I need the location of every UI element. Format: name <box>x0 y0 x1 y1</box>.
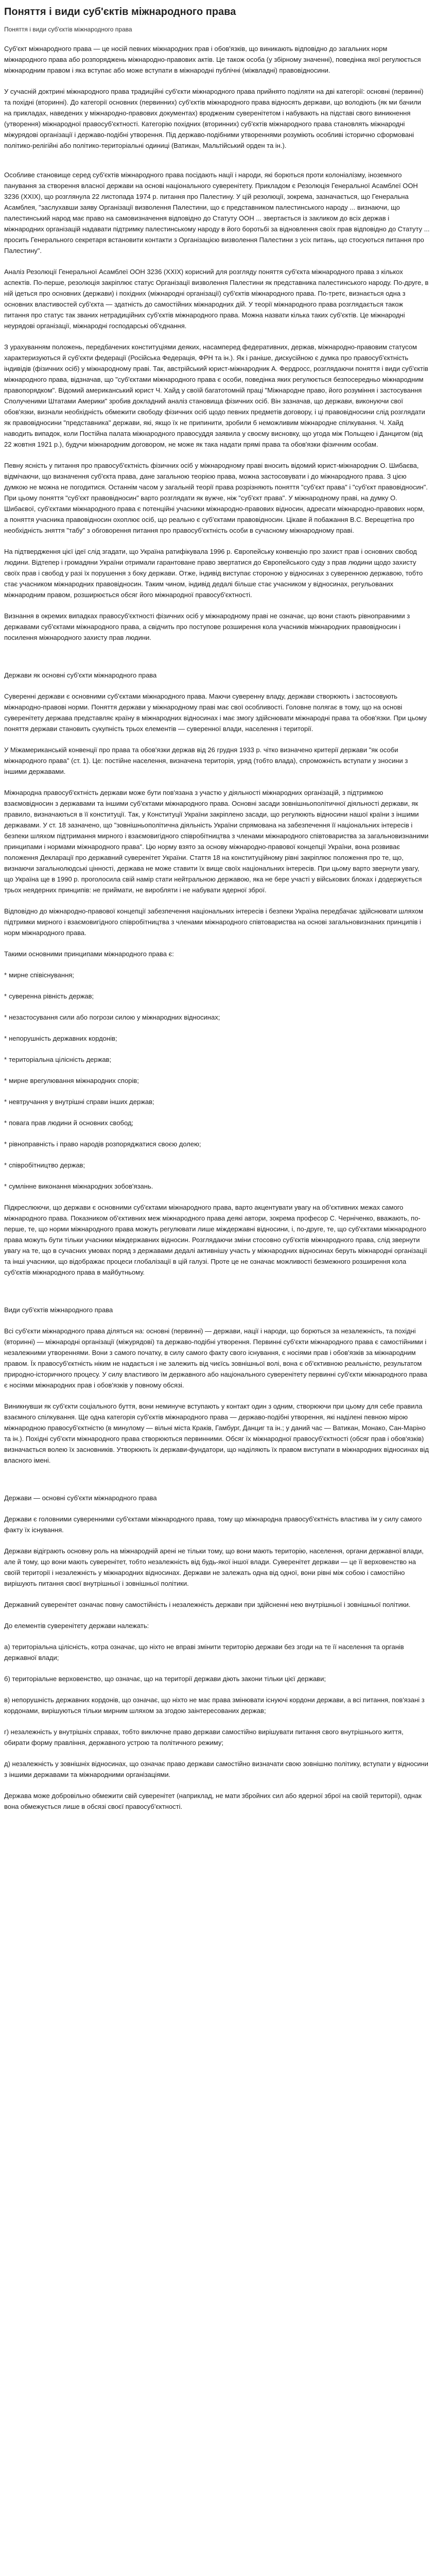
intro-section <box>4 43 430 643</box>
page-subtitle: Поняття і види суб'єктів міжнародного права <box>4 26 132 33</box>
states-after-list-paragraph: Підкреслюючи, що держави є основними суб'єктами міжнародного права, варто акцентувати увагу на об'єктивних межах самого міжнародного права. Показником об'єктивних меж міжнародного права деякі автори, зокрема професор С. Черніченко, вважають, по-перше, те, що норми міжнародного права можуть регулювати лише міждержавні відносини, і, по-друге, те, що суб'єктами міжнародного права можуть бути тільки учасники міждержавних відносин. Розглядаючи зміни стосовно суб'єктів міжнародного права, слід звернути увагу на те, що в сучасних умовах поряд з державами дедалі активнішу участь у міжнародних відносинах беруть міжнародні організації та інші учасники, що відображає процеси глобалізації в цій галузі. Проте це не означає можливості безмежного розширення кола суб'єктів міжнародного права в майбутньому. <box>4 1204 427 1276</box>
bullet-marker: * <box>4 992 7 1000</box>
principle-text: мирне врегулювання міжнародних спорів; <box>9 1077 139 1084</box>
principle-text: сумлінне виконання міжнародних зобов'язань. <box>9 1182 153 1190</box>
principles-list-intro: Такими основними принципами міжнародного права є: <box>4 950 174 958</box>
bullet-marker: * <box>4 971 7 979</box>
principle-text: незастосування сили або погрози силою у міжнародних відносинах; <box>9 1013 220 1021</box>
list-item: в) непорушність державних кордонів, що означає, що ніхто не має права змінювати існуючі кордони держави, а всі питання, пов'язані з кордонами, вирішуються тільки мирним шляхом за згодою заінтересованих держав; <box>4 1696 425 1715</box>
states-main-subjects-section <box>4 1493 430 1812</box>
list-item: а) територіальна цілісність, котра означає, що ніхто не вправі змінити територію держави без згоди на те її населення та органів державної влади; <box>4 1643 404 1662</box>
section-heading-states-as-main: Держави як основні суб'єкти міжнародного права <box>4 671 157 679</box>
bullet-marker: * <box>4 1056 7 1063</box>
kinds-paragraph-2: Виникнувши як суб'єкти соціального буття, вони неминуче вступають у контакт один з одним, створюючи при цьому для себе правила взаємного спілкування. Ще одна категорія суб'єктів міжнародного права — державо-подібні утворення, які наділені певною мірою міжнародною правосуб'єктністю (в минулому — вільні міста Краків, Гамбург, Данциг та ін.; у даний час — Ватикан, Монако, Сан-Маріно та ін.). Похідні суб'єкти міжнародного права створюються первинними. Обсяг їх міжнародної правосуб'єктності (обсяг прав і обов'язків) визначається волею їх засновників. Утворюють їх держави-фундатори, що наділяють їх правом виступати в міжнародних відносинах від власного імені. <box>4 1402 429 1464</box>
list-item <box>4 1054 430 1065</box>
bullet-marker: * <box>4 1077 7 1084</box>
principle-text: мирне співіснування; <box>9 971 74 979</box>
bullet-marker: * <box>4 1119 7 1127</box>
bullet-marker: * <box>4 1161 7 1169</box>
states-paragraph-3: Міжнародна правосуб'єктність держави може бути пов'язана з участю у діяльності міжнародних організацій, з підтримкою взаємовідносин з державами та іншими суб'єктами міжнародного права. Основні засади зовнішньополітичної діяльності держави, як правило, визначаються в її конституції. Так, у Конституції України закріплено засади, що регулюють відносини нашої країни з іншими державами. У ст. 18 зазначено, що "зовнішньополітична діяльність України спрямована на забезпечення її національних інтересів і безпеки шляхом підтримання мирного і взаємовигідного співробітництва з членами міжнародного співтовариства за загальновизнаними принципами і нормами міжнародного права". Цю норму взято за основу міжнародно-правової концепції України, вона розвиває положення Декларації про державний суверенітет України. Стаття 18 на конституційному рівні закріплює положення про те, що, визнаючи загальнолюдські цінності, держава не може ставити їх вище своїх національних інтересів. При цьому варто звернути увагу, що Україна ще в 1990 р. проголосила свій намір стати нейтральною державою, яка не бере участі у військових блоках і додержується трьох неядерних принципів: не приймати, не виробляти і не набувати ядерної зброї. <box>4 789 429 894</box>
list-item <box>4 1075 430 1086</box>
list-item: г) незалежність у внутрішніх справах, тобто виключне право держави самостійно вирішувати питання свого внутрішнього життя, обирати форму правління, державного устрою та політичного режиму; <box>4 1728 404 1747</box>
list-item <box>4 1117 430 1128</box>
principles-list <box>4 970 430 1192</box>
intro-paragraph-6: Певну ясність у питання про правосуб'єктність фізичних осіб у міжнародному праві вносить відомий юрист-міжнародник О. Шибаєва, відмічаючи, що визначення суб'єкта права, дане загальною теорією права, можна застосовувати і до міжнародного права. З цією думкою не можна не погодитися. Останнім часом у загальній теорії права розрізняють поняття "суб'єкт права" і "суб'єкт правовідносин". При цьому поняття "суб'єкт правовідносин" варто розглядати як вужче, ніж "суб'єкт права". У міжнародному праві, на думку О. Шибаєвої, суб'єктами міжнародного права є потенційні учасники міжнародно-правових відносин, адресати міжнародно-правових норм, а поняття учасника правовідносин охоплює осіб, що реально є суб'єктами правовідносин. Цікаве й побажання В.С. Верещетіна про необхідність зняття "табу" з обговорення питання про правосуб'єктність особи в сучасному міжнародному праві. <box>4 462 428 534</box>
bullet-marker: * <box>4 1013 7 1021</box>
principle-text: непорушність державних кордонів; <box>9 1035 117 1042</box>
kinds-paragraph-1: Всі суб'єкти міжнародного права діляться на: основні (первинні) — держави, нації і народи, що борються за незалежність, та похідні (вторинні) — міжнародні організації (міжурядові) та державо-подібні утворення. Первинні суб'єкти міжнародного права є самостійними і незалежними утвореннями. Вони з самого початку, в силу самого факту свого існування, є носіями прав і обов'язків за міжнародним правом. Їх правосуб'єктність ніким не надається і не залежить від чиєїсь зовнішньої волі, вона є об'єктивною реальністю, результатом природно-історичного процесу. У силу властивого їм державного або національного суверенітету первинні суб'єкти міжнародного права є носіями міжнародних прав і обов'язків у повному обсязі. <box>4 1327 427 1389</box>
intro-paragraph-1: Суб'єкт міжнародного права — це носій певних міжнародних прав і обов'язків, що виникають відповідно до загальних норм міжнародного права або розпоряджень міжнародно-правових актів. Це також особа (у збірному значенні), поведінка якої регулюється міжнародним правом і яка вступає або може вступати в міжнародні публічні (міжвладні) правовідносини. <box>4 45 421 74</box>
list-item <box>4 1033 430 1044</box>
principle-text: територіальна цілісність держав; <box>9 1056 112 1063</box>
page-title: Поняття і види суб'єктів міжнародного права <box>4 6 236 18</box>
section-heading-kinds: Види суб'єктів міжнародного права <box>4 1306 113 1314</box>
intro-paragraph-2: У сучасній доктрині міжнародного права традиційні суб'єкти міжнародного права прийнято поділяти на дві категорії: основні (первинні) та похідні (вторинні). До категорії основних (первинних) суб'єктів міжнародного права відносять держави, що володіють (як ми бачили на прикладах, наведених у міжнародно-правових документах) вродженим суверенітетом і набувають на підставі свого виникнення (утворення) міжнародної правосуб'єктності. Категорію похідних (вторинних) суб'єктів міжнародного права становлять міжнародні міжурядові організації і державо-подібні утворення. Під державо-подібними утвореннями розуміють особливі історично сформовані політико-релігійні або політико-територіальні одиниці (Ватикан, Мальтійський орден та ін.). <box>4 88 424 149</box>
principle-text: рівноправність і право народів розпоряджатися своєю долею; <box>9 1140 201 1148</box>
bullet-marker: * <box>4 1140 7 1148</box>
intro-paragraph-5: З урахуванням положень, передбачених конституціями деяких, насамперед федеративних, держав, міжнародно-правовим статусом характеризуються й суб'єкти федерації (Російська Федерація, ФРН та ін.). Як і раніше, дискусійною є думка про правосуб'єктність індивідів (фізичних осіб) у міжнародному праві. Так, австрійський юрист-міжнародник А. Фердросс, розглядаючи поняття і види суб'єктів міжнародного права, відзначав, що "суб'єктами міжнародного права є особи, поведінка яких регулюється безпосередньо міжнародним правопорядком". Відомий американський юрист Ч. Хайд у своїй багатотомній праці "Міжнародне право, його розуміння і застосування Сполученими Штатами Америки" зробив докладний аналіз становища фізичних осіб. Він зазначав, що держави, виконуючи свої обов'язки, визнали необхідність обмежити свободу фізичних осіб щодо певних предметів договору, і ці правовідносини слід розглядати як правовідносини "представника" держави, які, якщо їх не припинити, зробили б неможливим міжнародне спілкування. Ч. Хайд наводить випадок, коли Постійна палата міжнародного правосуддя заявила у своєму висновку, що угода між Польщею і Данцигом (від 22 жовтня 1921 р.), будучи міжнародним договором, не може як така надати прямі права та обов'язки фізичним особам. <box>4 343 428 448</box>
bullet-marker: * <box>4 1098 7 1106</box>
sovereignty-elements-list <box>4 1641 430 1780</box>
list-item: б) територіальне верховенство, що означає, що на території держави діють закони тільки цієї держави; <box>4 1675 326 1683</box>
closing-paragraph: Держава може добровільно обмежити свій суверенітет (наприклад, не мати збройних сил або ядерної зброї на своїй території), однак вона обмежується лише в обсязі своєї правосуб'єктності. <box>4 1792 422 1810</box>
list-item <box>4 1160 430 1171</box>
principle-text: співробітництво держав; <box>9 1161 85 1169</box>
bullet-marker: * <box>4 1035 7 1042</box>
states-paragraph-2: У Міжамериканській конвенції про права та обов'язки держав від 26 грудня 1933 р. чітко визначено критерії держави "як особи міжнародного права" (ст. 1). Це: постійне населення, визначена територія, уряд (тобто влада), спроможність вступати у зносини з іншими державами. <box>4 746 408 775</box>
list-item <box>4 970 430 980</box>
section-heading-states-main-subjects: Держави — основні суб'єкти міжнародного права <box>4 1494 157 1502</box>
intro-paragraph-8: Визнання в окремих випадках правосуб'єктності фізичних осіб у міжнародному праві не означає, що вони стають рівноправними з державами суб'єктами міжнародного права, а свідчить про поступове розширення кола учасників міжнародних правовідносин і посилення міжнародного захисту прав людини. <box>4 612 410 641</box>
list-item <box>4 1012 430 1023</box>
states-main-paragraph-2: Держави відіграють основну роль на міжнародній арені не тільки тому, що вони мають територію, населення, органи державної влади, але й тому, що вони мають суверенітет, тобто незалежність від будь-якої іншої влади. Суверенітет держави — це її верховенство на своїй території і незалежність у міжнародних відносинах. Держави не залежать одна від одної, вони рівні між собою і самостійно вирішують питання своєї внутрішньої і зовнішньої політики. <box>4 1547 424 1587</box>
states-main-paragraph-1: Держави є головними суверенними суб'єктами міжнародного права, тому що міжнародна правосуб'єктність властива їм у силу самого факту їх існування. <box>4 1515 422 1534</box>
intro-paragraph-4: Аналіз Резолюції Генеральної Асамблеї ООН 3236 (XXIX) корисний для розгляду поняття суб'єкта міжнародного права з кількох аспектів. По-перше, резолюція закріплює статус Організації визволення Палестини як представника палестинського народу. По-друге, в ній ідеться про основних (держави) і похідних (міжнародні організації) суб'єктів міжнародного права. По-третє, визнається одна з основних властивостей суб'єкта — здатність до самостійних міжнародних дій. У теорії міжнародного права розглядається також питання про статус так званих нетрадиційних суб'єктів міжнародного права. Можна назвати кілька таких суб'єктів. Це міжнародні неурядові організації, міжнародні господарські об'єднання. <box>4 268 429 330</box>
principle-text: повага прав людини й основних свобод; <box>9 1119 134 1127</box>
states-paragraph-1: Суверенні держави є основними суб'єктами міжнародного права. Маючи суверенну владу, держави створюють і застосовують міжнародно-правові норми. Поняття держави у міжнародному праві має свої особливості. Головне полягає в тому, що на основі суверенітету держава представляє країну в міжнародних відносинах і має змогу здійснювати міжнародні права та обов'язки. При цьому поняття держави становить сукупність трьох елементів — суверенної влади, населення і території. <box>4 692 427 733</box>
principle-text: невтручання у внутрішні справи інших держав; <box>9 1098 154 1106</box>
principle-text: суверенна рівність держав; <box>9 992 94 1000</box>
list-item <box>4 1139 430 1149</box>
bullet-marker: * <box>4 1182 7 1190</box>
list-item <box>4 991 430 1002</box>
states-main-paragraph-3: Державний суверенітет означає повну самостійність і незалежність держави при здійсненні нею внутрішньої і зовнішньої політики. <box>4 1601 411 1608</box>
list-item <box>4 1181 430 1192</box>
states-paragraph-4: Відповідно до міжнародно-правової концепції забезпечення національних інтересів і безпеки Україна передбачає здійснювати шляхом підтримки мирного і взаємовигідного співробітництва з членами міжнародного співтовариства на основі загальновизнаних принципів і норм міжнародного права. <box>4 907 424 937</box>
intro-paragraph-7: На підтвердження цієї ідеї слід згадати, що Україна ратифікувала 1996 р. Європейську конвенцію про захист прав і основних свобод людини. Відтепер і громадяни України отримали гарантоване право звертатися до Європейського суду з прав людини щодо захисту своїх прав і свобод у разі їх порушення з боку держави. Отже, індивід виступає стороною у відносинах з суверенною державою, тобто стає учасником міжнародних правовідносин. Таким чином, індивід дедалі більше стає учасником у відносинах, регульованих міжнародним правом, розширюється обсяг його міжнародної правосуб'єктності. <box>4 548 423 599</box>
kinds-section <box>4 1304 430 1466</box>
list-item <box>4 1096 430 1107</box>
states-as-main-section <box>4 670 430 1278</box>
list-item: д) незалежність у зовнішніх відносинах, що означає право держави самостійно визначати свою зовнішню політику, вступати у відносини з іншими державами та міжнародними організаціями. <box>4 1760 429 1778</box>
intro-paragraph-3: Особливе становище серед суб'єктів міжнародного права посідають нації і народи, які борються проти колоніалізму, іноземного панування за створення власної держави на основі національного суверенітету. Прикладом є Резолюція Генеральної Асамблеї ООН 3236 (XXIX), що розглянула 22 листопада 1974 р. питання про Палестину. У цій резолюції, зокрема, зазначається, що Генеральна Асамблея, "заслухавши заяву Організації визволення Палестини, що є представником палестинського народу ... визнаючи, що палестинський народ має право на самовизначення відповідно до Статуту ООН ... звертається із закликом до всіх держав і міжнародних організацій надавати підтримку палестинському народу в його боротьбі за відновлення своїх прав відповідно до Статуту ... просить Генерального секретаря встановити контакти з Організацією визволення Палестини з усіх питань, що стосуються питання про Палестину". <box>4 171 430 255</box>
sovereignty-elements-intro: До елементів суверенітету держави належать: <box>4 1622 149 1630</box>
